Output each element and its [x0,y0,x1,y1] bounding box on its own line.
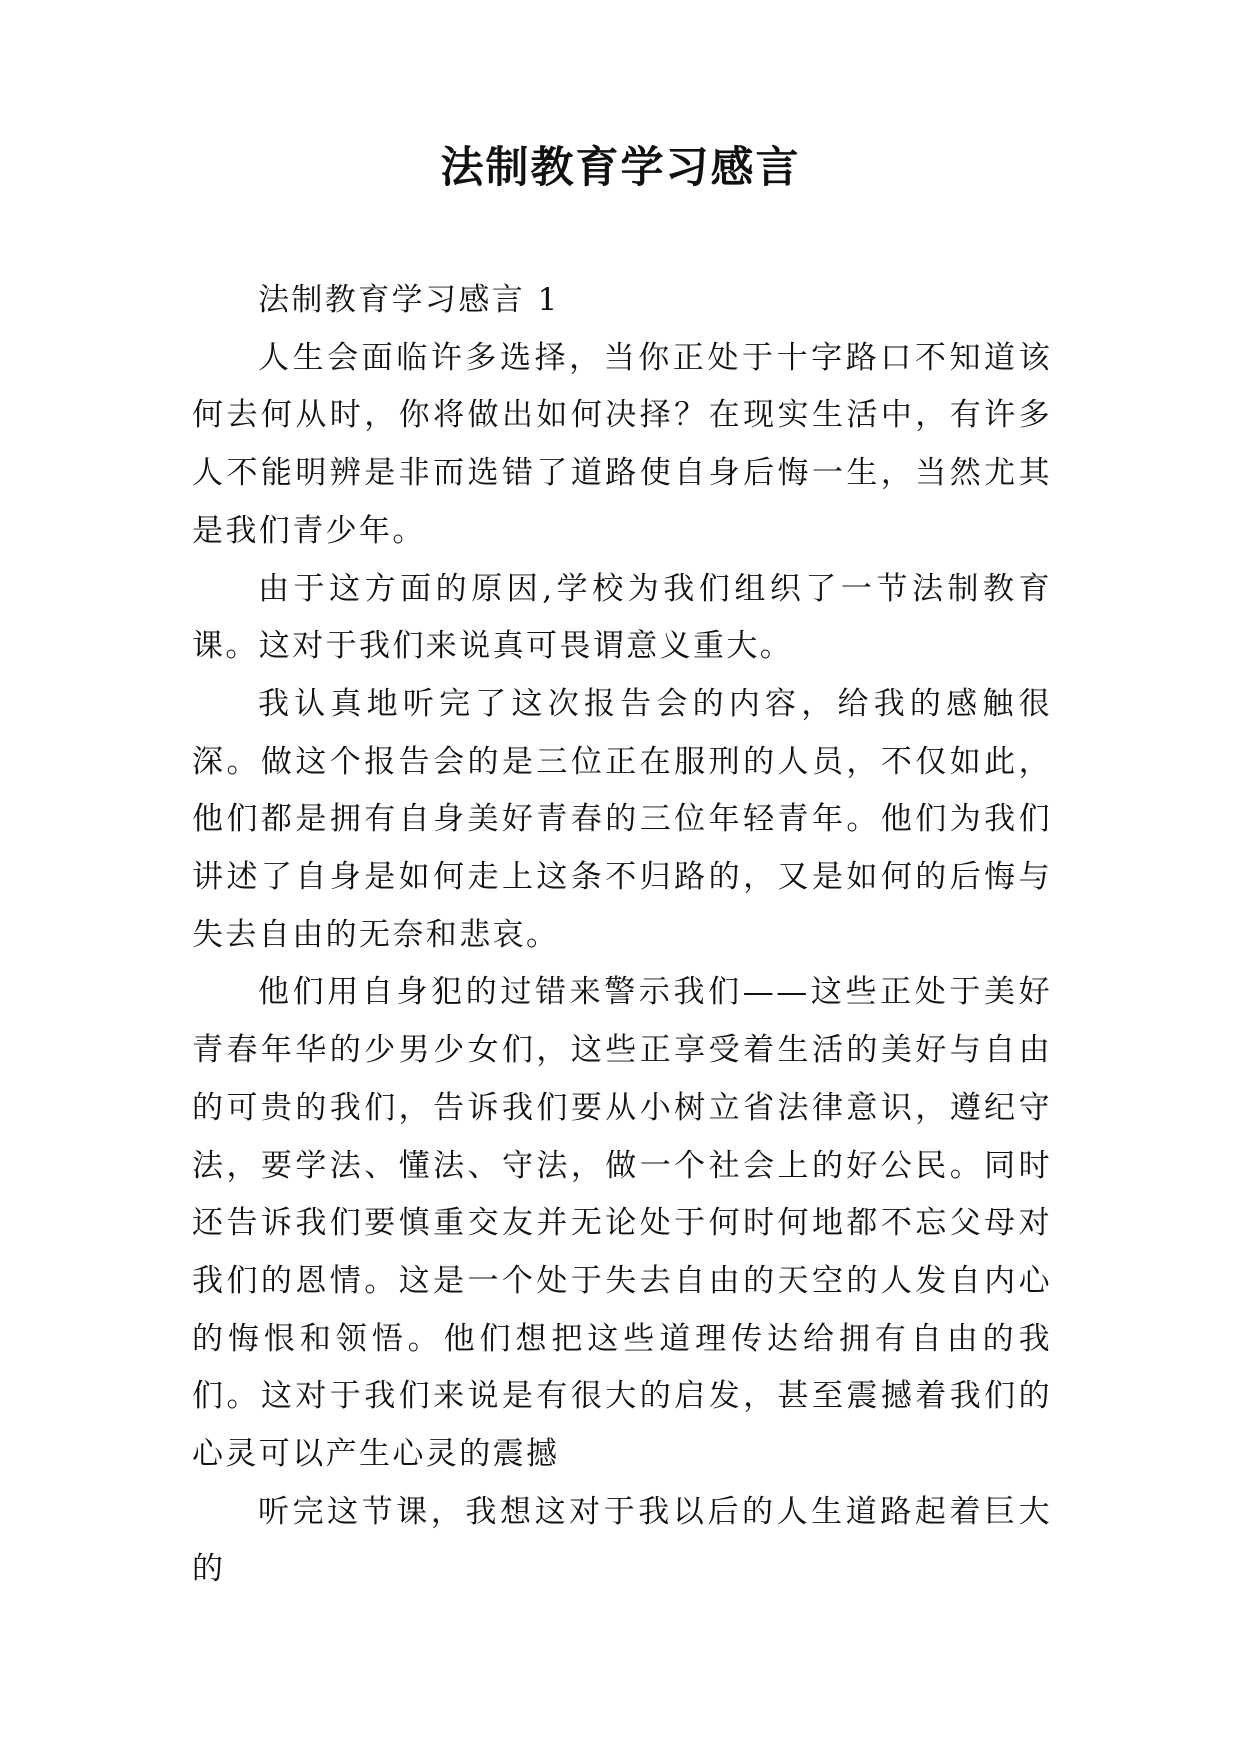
paragraph-4: 他们用自身犯的过错来警示我们——这些正处于美好青春年华的少男少女们，这些正享受着生活的美好与自由的可贵的我们，告诉我们要从小树立省法律意识，遵纪守法，要学法、懂法、守法，做一个社会上的好公民。同时还告诉我们要慎重交友并无论处于何时何地都不忘父母对我们的恩情。这是一个处于失去自由的天空的人发自内心的悔恨和领悟。他们想把这些道理传达给拥有自由的我们。这对于我们来说是有很大的启发，甚至震撼着我们的心灵可以产生心灵的震撼 [192,974,1052,1473]
paragraph-2: 由于这方面的原因,学校为我们组织了一节法制教育课。这对于我们来说真可畏谓意义重大。 [192,570,1052,665]
section-heading: 法制教育学习感言 1 [258,282,560,318]
paragraph-3: 我认真地听完了这次报告会的内容，给我的感触很深。做这个报告会的是三位正在服刑的人员，不仅如此，他们都是拥有自身美好青春的三位年轻青年。他们为我们讲述了自身是如何走上这条不归路的，又是如何的后悔与失去自由的无奈和悲哀。 [192,685,1052,953]
document-title: 法制教育学习感言 [440,143,801,193]
paragraph-1: 人生会面临许多选择，当你正处于十字路口不知道该何去何从时，你将做出如何决择？在现实生活中，有许多人不能明辨是非而选错了道路使自身后悔一生，当然尤其是我们青少年。 [192,339,1052,549]
paragraph-5: 听完这节课，我想这对于我以后的人生道路起着巨大的 [192,1493,1052,1588]
document-body [192,272,1052,1599]
